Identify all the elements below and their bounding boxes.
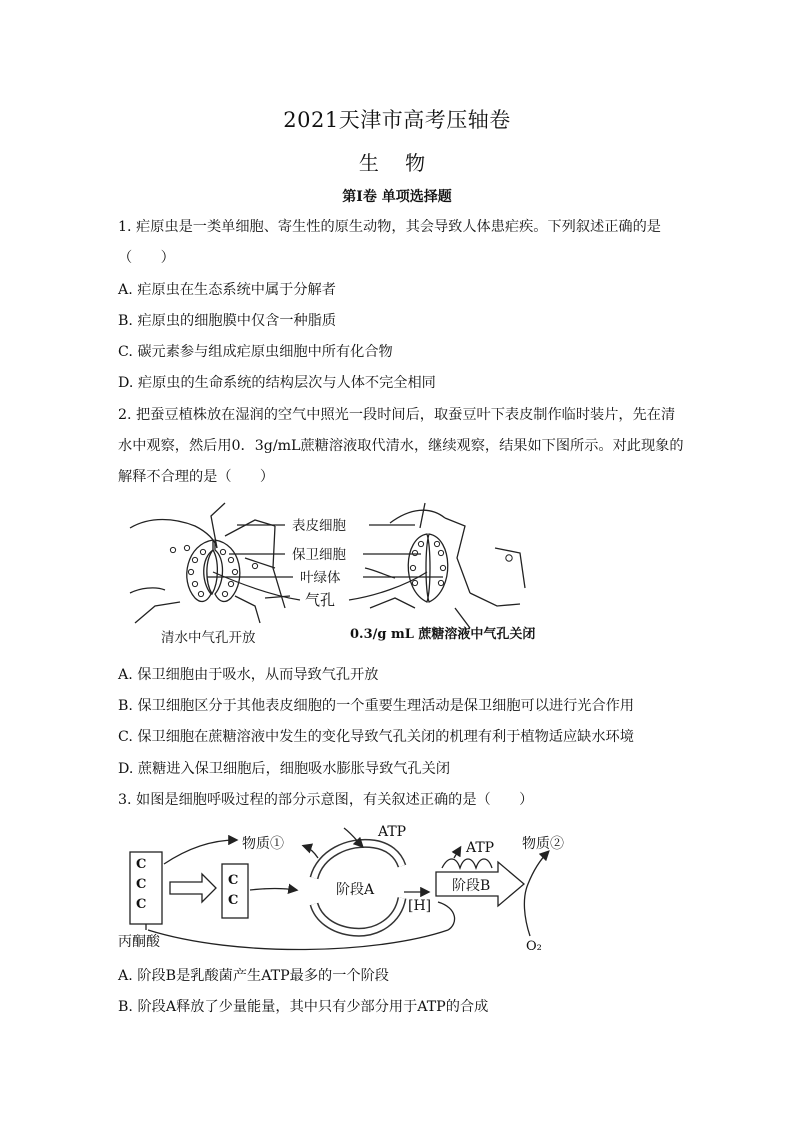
q1-option-a: A. 疟原虫在生态系统中属于分解者 — [118, 282, 336, 298]
atp-label-a: ATP — [378, 824, 407, 840]
atp-label-b: ATP — [466, 840, 495, 856]
caption-open-stoma: 清水中气孔开放 — [161, 630, 256, 646]
label-stoma: 气孔 — [305, 591, 336, 609]
two-carbon-2: C — [228, 893, 239, 908]
q2-option-b: B. 保卫细胞区分于其他表皮细胞的一个重要生理活动是保卫细胞可以进行光合作用 — [118, 698, 635, 714]
pyruvate-carbon-1: C — [136, 857, 147, 872]
q2-option-d: D. 蔗糖进入保卫细胞后，细胞吸水膨胀导致气孔关闭 — [118, 761, 451, 777]
q1-option-d: D. 疟原虫的生命系统的结构层次与人体不完全相同 — [118, 375, 436, 391]
q1-option-b: B. 疟原虫的细胞膜中仅含一种脂质 — [118, 313, 337, 329]
q2-stem-line1: 2. 把蚕豆植株放在湿润的空气中照光一段时间后，取蚕豆叶下表皮制作临时装片，先在清 — [118, 407, 676, 423]
h-label: [H] — [408, 898, 432, 914]
q1-stem-line2: （ ） — [118, 250, 175, 266]
pyruvate-label: 丙酮酸 — [118, 934, 160, 950]
respiration-figure — [118, 818, 564, 954]
q3-option-b: B. 阶段A释放了少量能量，其中只有少部分用于ATP的合成 — [118, 999, 489, 1015]
stage-b-label: 阶段B — [452, 878, 491, 894]
pyruvate-carbon-3: C — [136, 897, 147, 912]
pyruvate-carbon-2: C — [136, 877, 147, 892]
label-guard-cell: 保卫细胞 — [292, 547, 346, 563]
q3-option-a: A. 阶段B是乳酸菌产生ATP最多的一个阶段 — [118, 968, 389, 984]
subject-title: 生 物 — [358, 151, 436, 175]
caption-closed-stoma: 0.3/g mL 蔗糖溶液中气孔关闭 — [350, 627, 536, 642]
q1-stem-line1: 1. 疟原虫是一类单细胞、寄生性的原生动物，其会导致人体患疟疾。下列叙述正确的是 — [118, 219, 661, 235]
label-chloroplast: 叶绿体 — [300, 570, 341, 586]
stage-a-label: 阶段A — [336, 882, 375, 898]
two-carbon-1: C — [228, 873, 239, 888]
q1-option-c: C. 碳元素参与组成疟原虫细胞中所有化合物 — [118, 344, 393, 360]
q3-stem: 3. 如图是细胞呼吸过程的部分示意图，有关叙述正确的是（ ） — [118, 792, 534, 808]
q2-option-a: A. 保卫细胞由于吸水，从而导致气孔开放 — [118, 667, 379, 683]
substance-2-label: 物质② — [522, 836, 564, 852]
label-epidermal-cell: 表皮细胞 — [292, 518, 346, 534]
stomata-figure — [125, 498, 545, 650]
substance-1-label: 物质① — [242, 836, 284, 852]
section-heading: 第Ⅰ卷 单项选择题 — [342, 189, 452, 205]
q2-option-c: C. 保卫细胞在蔗糖溶液中发生的变化导致气孔关闭的机理有利于植物适应缺水环境 — [118, 729, 634, 745]
q2-stem-line2: 水中观察，然后用0．3g/mL蔗糖溶液取代清水，继续观察，结果如下图所示。对此现象的 — [118, 438, 684, 454]
oxygen-label: O₂ — [526, 939, 542, 954]
q2-stem-line3: 解释不合理的是（ ） — [118, 469, 275, 485]
page-title: 2021天津市高考压轴卷 — [283, 108, 511, 132]
